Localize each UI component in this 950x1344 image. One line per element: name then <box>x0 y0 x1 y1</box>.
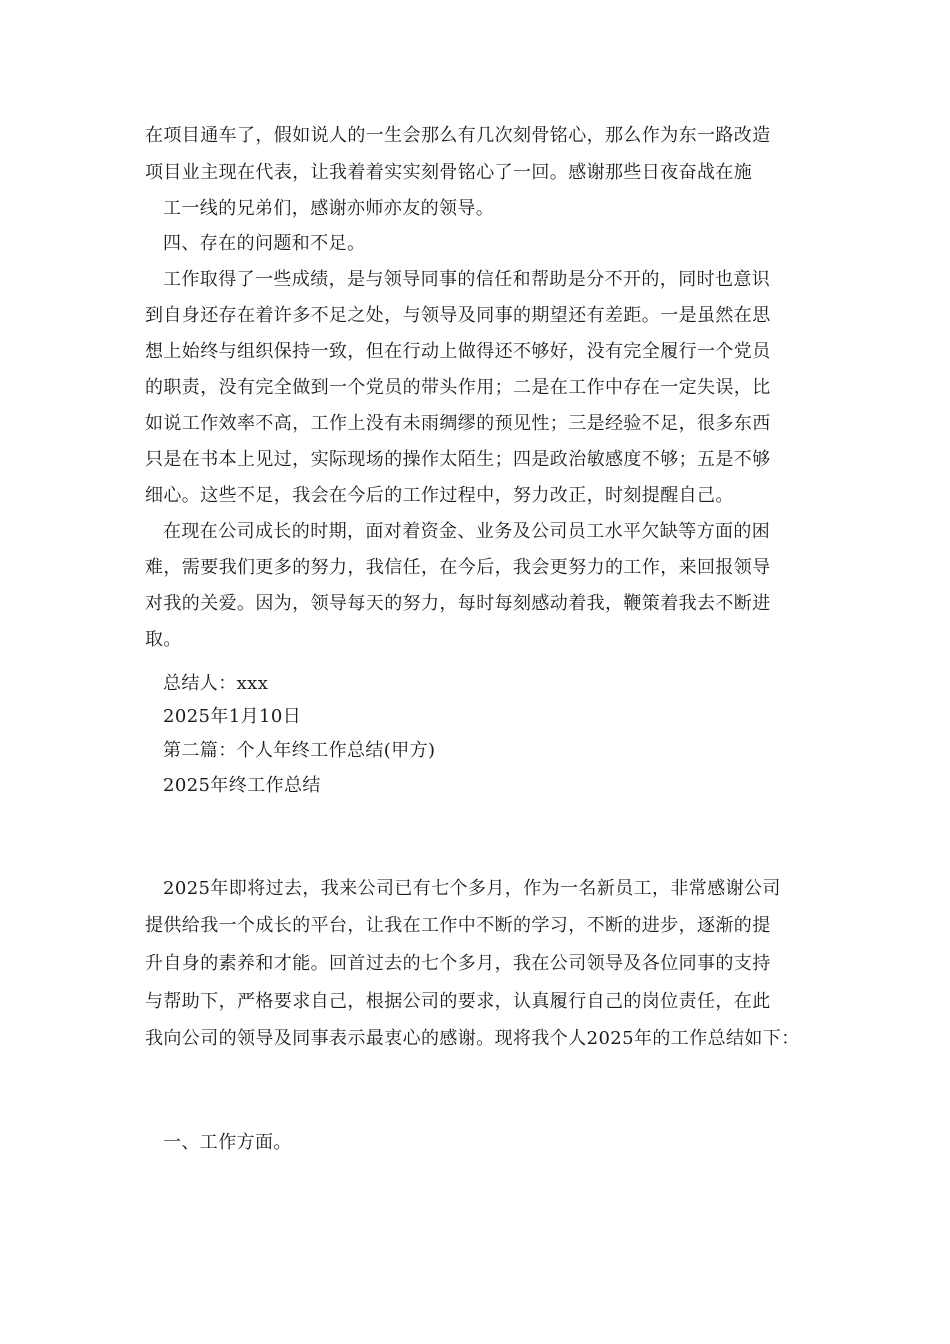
intro-line-2: 项目业主现在代表，让我着着实实刻骨铭心了一回。感谢那些日夜奋战在施 <box>145 162 753 183</box>
closing-line-3: 对我的关爱。因为，领导每天的努力，每时每刻感动着我，鞭策着我去不断进 <box>145 593 771 614</box>
intro-line-1: 在项目通车了，假如说人的一生会那么有几次刻骨铭心，那么作为东一路改造 <box>145 125 771 146</box>
closing-line-2: 难，需要我们更多的努力，我信任，在今后，我会更努力的工作，来回报领导 <box>145 557 771 578</box>
section4-line-3: 想上始终与组织保持一致，但在行动上做得还不够好，没有完全履行一个党员 <box>145 341 771 362</box>
part2-intro-line-5: 我向公司的领导及同事表示最衷心的感谢。现将我个人2025年的工作总结如下： <box>145 1028 800 1049</box>
section4-line-5: 如说工作效率不高，工作上没有未雨绸缪的预见性；三是经验不足，很多东西 <box>145 413 771 434</box>
part2-section1-heading: 一、工作方面。 <box>163 1132 292 1153</box>
part2-intro-line-3: 升自身的素养和才能。回首过去的七个多月，我在公司领导及各位同事的支持 <box>145 953 771 974</box>
closing-line-1: 在现在公司成长的时期，面对着资金、业务及公司员工水平欠缺等方面的困 <box>163 521 771 542</box>
section4-line-2: 到自身还存在着许多不足之处，与领导及同事的期望还有差距。一是虽然在思 <box>145 305 771 326</box>
section4-line-7: 细心。这些不足，我会在今后的工作过程中，努力改正，时刻提醒自己。 <box>145 485 734 506</box>
intro-line-3: 工一线的兄弟们，感谢亦师亦友的领导。 <box>163 198 495 219</box>
part2-intro-line-1: 2025年即将过去，我来公司已有七个多月，作为一名新员工，非常感谢公司 <box>163 878 781 899</box>
closing-line-4: 取。 <box>145 629 182 650</box>
part2-intro-line-4: 与帮助下，严格要求自己，根据公司的要求，认真履行自己的岗位责任，在此 <box>145 991 771 1012</box>
part2-title: 第二篇：个人年终工作总结(甲方) <box>163 740 436 761</box>
part2-subtitle: 2025年终工作总结 <box>163 775 321 796</box>
signature: 总结人：xxx <box>163 673 269 694</box>
section4-line-4: 的职责，没有完全做到一个党员的带头作用；二是在工作中存在一定失误，比 <box>145 377 771 398</box>
signature-date: 2025年1月10日 <box>163 706 302 727</box>
section4-heading: 四、存在的问题和不足。 <box>163 233 366 254</box>
part2-intro-line-2: 提供给我一个成长的平台，让我在工作中不断的学习，不断的进步，逐渐的提 <box>145 915 771 936</box>
section4-line-6: 只是在书本上见过，实际现场的操作太陌生；四是政治敏感度不够；五是不够 <box>145 449 771 470</box>
section4-line-1: 工作取得了一些成绩，是与领导同事的信任和帮助是分不开的，同时也意识 <box>163 269 771 290</box>
